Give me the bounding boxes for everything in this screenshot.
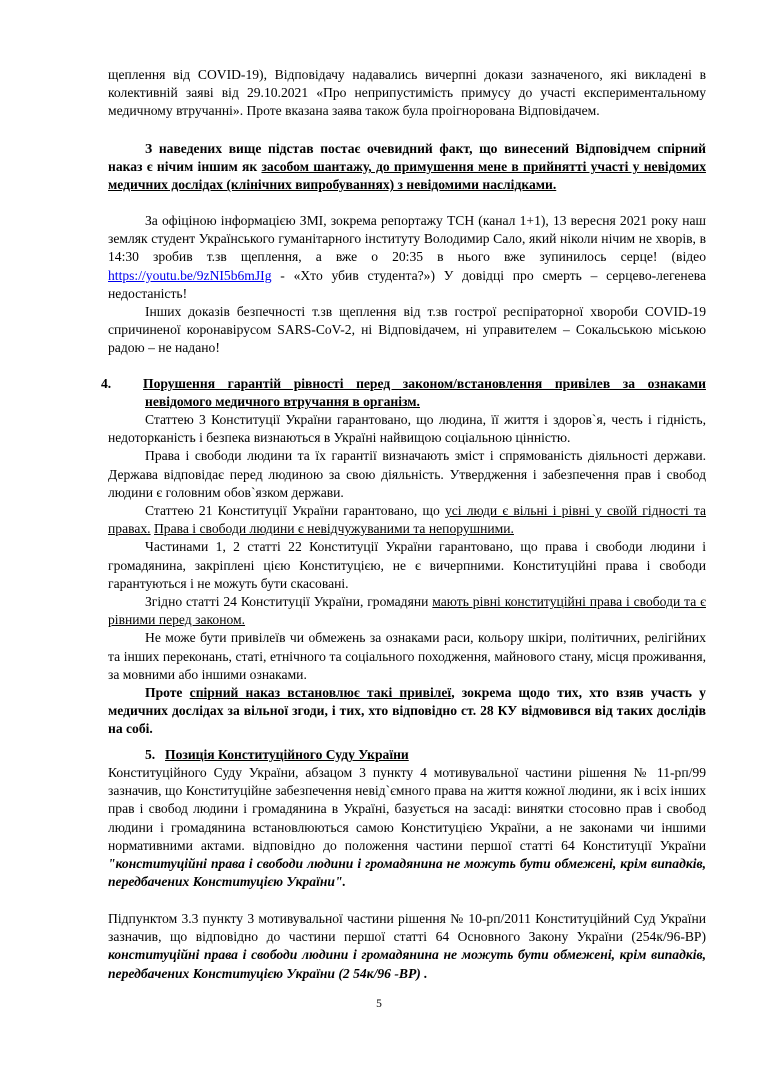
paragraph-no-privileges: Не може бути привілеїв чи обмежень за ознаками раси, кольору шкіри, політичних, релігійних та інших переконань, статі, етнічного та соціального походження, майнового стану, місця проживання, за мовними або іншими ознаками. (108, 630, 706, 682)
section-5-body-2 (108, 910, 706, 983)
page-number: 5 (376, 998, 382, 1010)
paragraph-article-3: Статтею 3 Конституції України гарантовано, що людина, її життя і здоров`я, честь і гідність, недоторканість і безпека визнаються в Україні найвищою соціальною цінністю. (108, 412, 706, 446)
paragraph-continuation (108, 66, 706, 121)
article-24-text: Згідно статті 24 Конституції України, громадяни (145, 594, 433, 610)
court-decision-text: Конституційного Суду України, абзацом 3 пункту 4 мотивувальної частини рішення № 11-рп/99 зазначив, що Конституційне забезпечення невід`ємного права на життя кожної людини, як і всіх інших прав і свобод людини і громадянина в Україні, базується на засаді: винятки стосовно прав і свобод людини і громадянина встановлюються самою Конституцією України, а не законами чи іншими нормативними актами. відповідно до положення частини першої статті 64 Конституції України (108, 765, 706, 853)
news-text: За офіціною інформацією ЗМІ, зокрема репортажу ТСН (канал 1+1), 13 вересня 2021 року наш земляк студент Українського гуманітарного інституту Володимир Сало, який ніколи нічим не хворів, в 14:30 зробив т.зв щеплення, а вже о 20:35 в нього вже зупинилось серце! (відео (108, 213, 706, 265)
paragraph-2 (108, 140, 706, 195)
article-21-text: Статтею 21 Конституції України гарантовано, що (145, 503, 445, 519)
paragraph-article-22: Частинами 1, 2 статті 22 Конституції України гарантовано, що права і свободи людини і громадянина, закріплені цією Конституцією, не є вичерпними. Конституційні права і свободи гарантуються і не можуть бути скасовані. (108, 539, 706, 591)
privileges-underlined: спірний наказ встановлює такі привілеї (189, 685, 452, 701)
article-21-underlined-1: усі люди є вільні і рівні у своїй гідності та правах. (108, 503, 706, 537)
court-decision-quote: "конституційні права і свободи людини і громадянина не можуть бути обмежені, крім випадків, передбачених Конституцією України". (108, 856, 706, 890)
section-5-body (108, 764, 706, 891)
section-5-number: 5. (145, 747, 156, 762)
article-24-underlined: мають рівні конституційні права і свободи та є рівними перед законом. (108, 594, 706, 628)
privileges-text-end: , зокрема щодо тих, хто взяв участь у медичних дослідах за вільної згоди, і тих, хто відповідно ст. 28 КУ відмовився від таких дослідів на собі. (108, 685, 706, 737)
section-5-title: Позиція Конституційного Суду України (165, 747, 409, 762)
paragraph-1: щеплення від COVID-19), Відповідачу надавались вичерпні докази зазначеного, які викладені в колективній заяві від 29.10.2021 «Про неприпустимість примусу до участі експериментальному медичному втручанні». Проте вказана заява також була проігнорована Відповідачем. (108, 67, 706, 119)
privileges-text: Проте (145, 685, 190, 701)
article-21-underlined-2: Права і свободи людини є невідчужуваними та непорушними. (153, 521, 514, 537)
paragraph-3 (108, 212, 706, 303)
section-5-heading (108, 746, 706, 764)
news-text-end: - «Хто убив студента?») У довідці про смерть – серцево-легенева недостаність! (108, 267, 706, 301)
court-decision-2-quote: конституційні права і свободи людини і громадянина не можуть бути обмежені, крім випадків, передбачених Конституцією України (2 54к/96 -ВР) . (108, 947, 706, 981)
section-4-title: Порушення гарантій рівності перед законом/встановлення привілев за ознаками невідомого медичного втручання в організм. (143, 376, 706, 410)
section-4-heading (101, 375, 706, 411)
court-decision-2-text: Підпунктом 3.3 пункту 3 мотивувальної частини рішення № 10-рп/2011 Конституційний Суд України зазначив, що відповідно до частини першої статті 64 Основного Закону України (254к/96-ВР) (108, 911, 706, 945)
section-4-number: 4. (101, 376, 112, 391)
paragraph-rights: Права і свободи людини та їх гарантії визначають зміст і спрямованість діяльності держави. Держава відповідає перед людиною за свою діяльність. Утвердження і забезпечення прав і свобод людини є головним обов`язком держави. (108, 448, 706, 500)
video-link[interactable]: https://youtu.be/9zNI5b6mJIg (108, 267, 272, 283)
section-4-body (108, 411, 706, 739)
conclusion-underlined-text: засобом шантажу, до примушення мене в прийнятті участі у невідомих медичних дослідах (клінічних випробуваннях) з невідомими наслідками. (108, 159, 707, 193)
paragraph-4 (108, 303, 706, 358)
safety-evidence-text: Інших доказів безпечності т.зв щеплення від т.зв гострої респіраторної хвороби COVID-19 спричиненої коронавірусом SARS-CoV-2, ні Відповідачем, ні управителем – Сокальською міською радою – не надано! (108, 304, 706, 356)
conclusion-text: З наведених вище підстав постає очевидний факт, що винесений Відповідчем спірний наказ є нічим іншим як (108, 141, 706, 175)
